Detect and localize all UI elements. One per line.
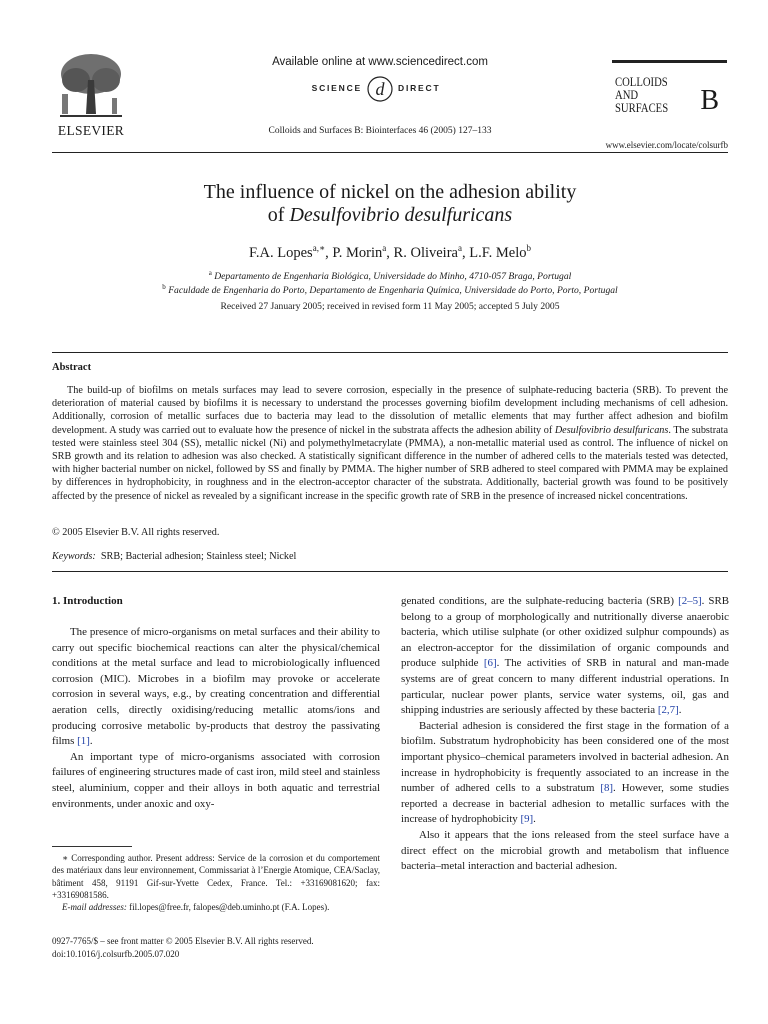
available-online-link[interactable]: Available online at www.sciencedirect.com <box>272 56 488 68</box>
sciencedirect-logo <box>300 76 460 104</box>
author-list: F.A. Lopes$^{a,∗}$, P. Morin$^a$, R. Oliveira$^a$, L.F. Melo$^b$ <box>249 243 531 261</box>
abstract-body: The build-up of biofilms on metals surfaces may lead to severe corrosion, especially in the presence of sulphate-reducing bacteria (SRB). To prevent the deterioration of material caused by biofilms it is necessary to understand the processes governing biofilm development including mechanisms of cell adhesion. Additionally, corrosion of metallic surfaces due to bacteria may lead to the dissolution of metallic elements that may further affect adhesion and biofilm development. A study was carried out to evaluate how the presence of nickel in the substrata affects the adhesion ability of Desulfovibrio desulfuricans. The substrata tested were stainless steel 304 (SS), metallic nickel (Ni) and polymethylmetacrylate (PMMA), a non-metallic material used as control. The influence of nickel on SRB growth and its relation to adhesion was also checked. A statistically significant difference in the number of adhered cells to the materials tested was detected, with higher bacterial number on nickel, followed by SS and finally by PMMA. The higher number of SRB adhered to steel compared with PMMA may be explained by differences in hydrophobicity, in roughness and in the electron-acceptor character of the substrata. Additionally, bacterial growth was found to be positively affected by the presence of nickel as revealed by a significant increase in the specific growth rate of SRB in the presence of increased nickel concentrations. <box>52 385 728 502</box>
keywords-text: SRB; Bacterial adhesion; Stainless steel; Nickel <box>100 551 297 562</box>
issn-line: 0927-7765/$ – see front matter © 2005 Elsevier B.V. All rights reserved. <box>52 936 314 946</box>
author-2[interactable]: P. Morin$^a$ <box>332 243 387 261</box>
received-dates: Received 27 January 2005; received in revised form 11 May 2005; accepted 5 July 2005 <box>220 301 560 312</box>
keywords-divider <box>52 571 728 572</box>
intro-paragraph-2: An important type of micro-organisms associated with corrosion failures of engineering structures made of cast iron, mild steel and stainless steel, aluminium, copper and their alloys in both aquatic and terrestrial environments, under anoxic and oxy- <box>52 750 380 810</box>
title-line1: The influence of nickel on the adhesion ability <box>203 181 577 203</box>
affiliation-b: $^b$ Faculdade de Engenharia do Porto, Departamento de Engenharia Química, Universidade do Porto, Porto, Portugal <box>162 283 618 297</box>
abstract-divider <box>52 352 728 353</box>
title-line2: of Desulfovibrio desulfuricans <box>267 204 513 226</box>
citation-link[interactable]: [9] <box>520 813 534 826</box>
left-column <box>52 625 380 812</box>
sd-glyph: d <box>375 79 385 99</box>
citation-link[interactable]: [1] <box>77 735 90 748</box>
journal-name-line1: COLLOIDS <box>615 74 668 89</box>
right-column <box>401 594 729 875</box>
footnote-email: E-mail addresses: fil.lopes@free.fr, falopes@deb.uminho.pt (F.A. Lopes). <box>62 902 330 913</box>
footnote-divider <box>52 846 132 847</box>
intro-paragraph-2-cont: genated conditions, are the sulphate-reducing bacteria (SRB) [2–5]. SRB belong to a group of morphologically and nutritionally diverse anaerobic bacteria, which utilise sulphate (or other oxidized sulphur compounds) as an electron-acceptor for the dissimilation of organic compounds and produce sulphide [6]. The activities of SRB in natural and man-made systems are of great concern to many different industrial operations. In particular, nuclear power plants, service water systems, oil, gas and shipping industries are seriously affected by these bacteria [2,7]. <box>401 595 730 717</box>
doi-line[interactable]: doi:10.1016/j.colsurfb.2005.07.020 <box>52 949 180 959</box>
issn-doi <box>52 935 314 961</box>
journal-letter: B <box>700 85 719 116</box>
citation-link[interactable]: [2–5] <box>678 595 702 607</box>
journal-url-link[interactable]: www.elsevier.com/locate/colsurfb <box>605 140 728 150</box>
abstract-heading: Abstract <box>52 362 92 373</box>
email-links[interactable]: fil.lopes@free.fr, falopes@deb.uminho.pt (F.A. Lopes). <box>129 902 330 913</box>
sd-left-text: SCIENCE <box>311 83 362 93</box>
author-1[interactable]: F.A. Lopes$^{a,∗}$ <box>249 243 326 261</box>
intro-paragraph-1: The presence of micro-organisms on metal surfaces and their ability to carry out specific biochemical reactions can alter the physical/chemical conditions at the metal surface and lead to microbiologically influenced corrosion (MIC). Microbes in a biofilm may provoke or accelerate corrosion in several ways, e.g., by creating concentration and differential aeration cells, directly oxidising/reducing metallic atoms/ions and producing corrosive metabolic by-products that destroy the passivating films [1]. <box>52 626 380 748</box>
title-species: Desulfovibrio desulfuricans <box>289 204 513 226</box>
keywords-label: Keywords: <box>52 551 96 562</box>
journal-logo <box>612 60 727 135</box>
section-heading: 1. Introduction <box>52 595 123 607</box>
citation-link[interactable]: [6] <box>483 657 497 670</box>
affiliation-a: $^a$ Departamento de Engenharia Biológica, Universidade do Minho, 4710-057 Braga, Portugal <box>208 269 572 283</box>
journal-citation: Colloids and Surfaces B: Biointerfaces 46 (2005) 127–133 <box>268 126 492 136</box>
journal-name-line3: SURFACES <box>615 100 669 115</box>
publisher-name: ELSEVIER <box>57 123 125 138</box>
citation-link[interactable]: [8] <box>600 782 614 795</box>
citation-link[interactable]: [2,7] <box>657 704 679 717</box>
footnote-corresponding-author: ∗ Corresponding author. Present address: Service de la corrosion et du comportement des matériaux dans leur environnement, Commissariat à l’Energie Atomique, CEA/Saclay, bâtiment 458, 91191 Gif-sur-Yvette Cedex, France. Tel.: +33169081620; fax: +33169081586. <box>52 853 380 900</box>
article-title <box>52 181 728 227</box>
keywords <box>52 551 296 562</box>
journal-name-line2: AND <box>615 87 639 102</box>
intro-paragraph-4: Also it appears that the ions released from the steel surface have a direct effect on the microbial growth and metabolism that influence bacteria–metal interaction and bacterial adhesion. <box>401 828 729 873</box>
footnote <box>52 852 380 913</box>
header-divider <box>52 152 728 153</box>
author-3[interactable]: R. Oliveira$^a$ <box>393 243 462 261</box>
intro-paragraph-3: Bacterial adhesion is considered the first stage in the formation of a biofilm. Substratum hydrophobicity has been considered one of the most important physico–chemical parameters involved in bacterial adhesion. An increase in hydrophobicity is frequently associated to an increase in the number of adhered cells to a substratum [8]. However, some studies reported a decrease in bacterial adhesion to metallic surfaces with the increase of hydrophobicity [9]. <box>401 719 729 826</box>
sd-right-text: DIRECT <box>398 83 441 93</box>
abstract-copyright: © 2005 Elsevier B.V. All rights reserved. <box>52 527 220 538</box>
author-4[interactable]: L.F. Melo$^b$ <box>469 243 531 261</box>
elsevier-tree-logo <box>52 50 130 124</box>
